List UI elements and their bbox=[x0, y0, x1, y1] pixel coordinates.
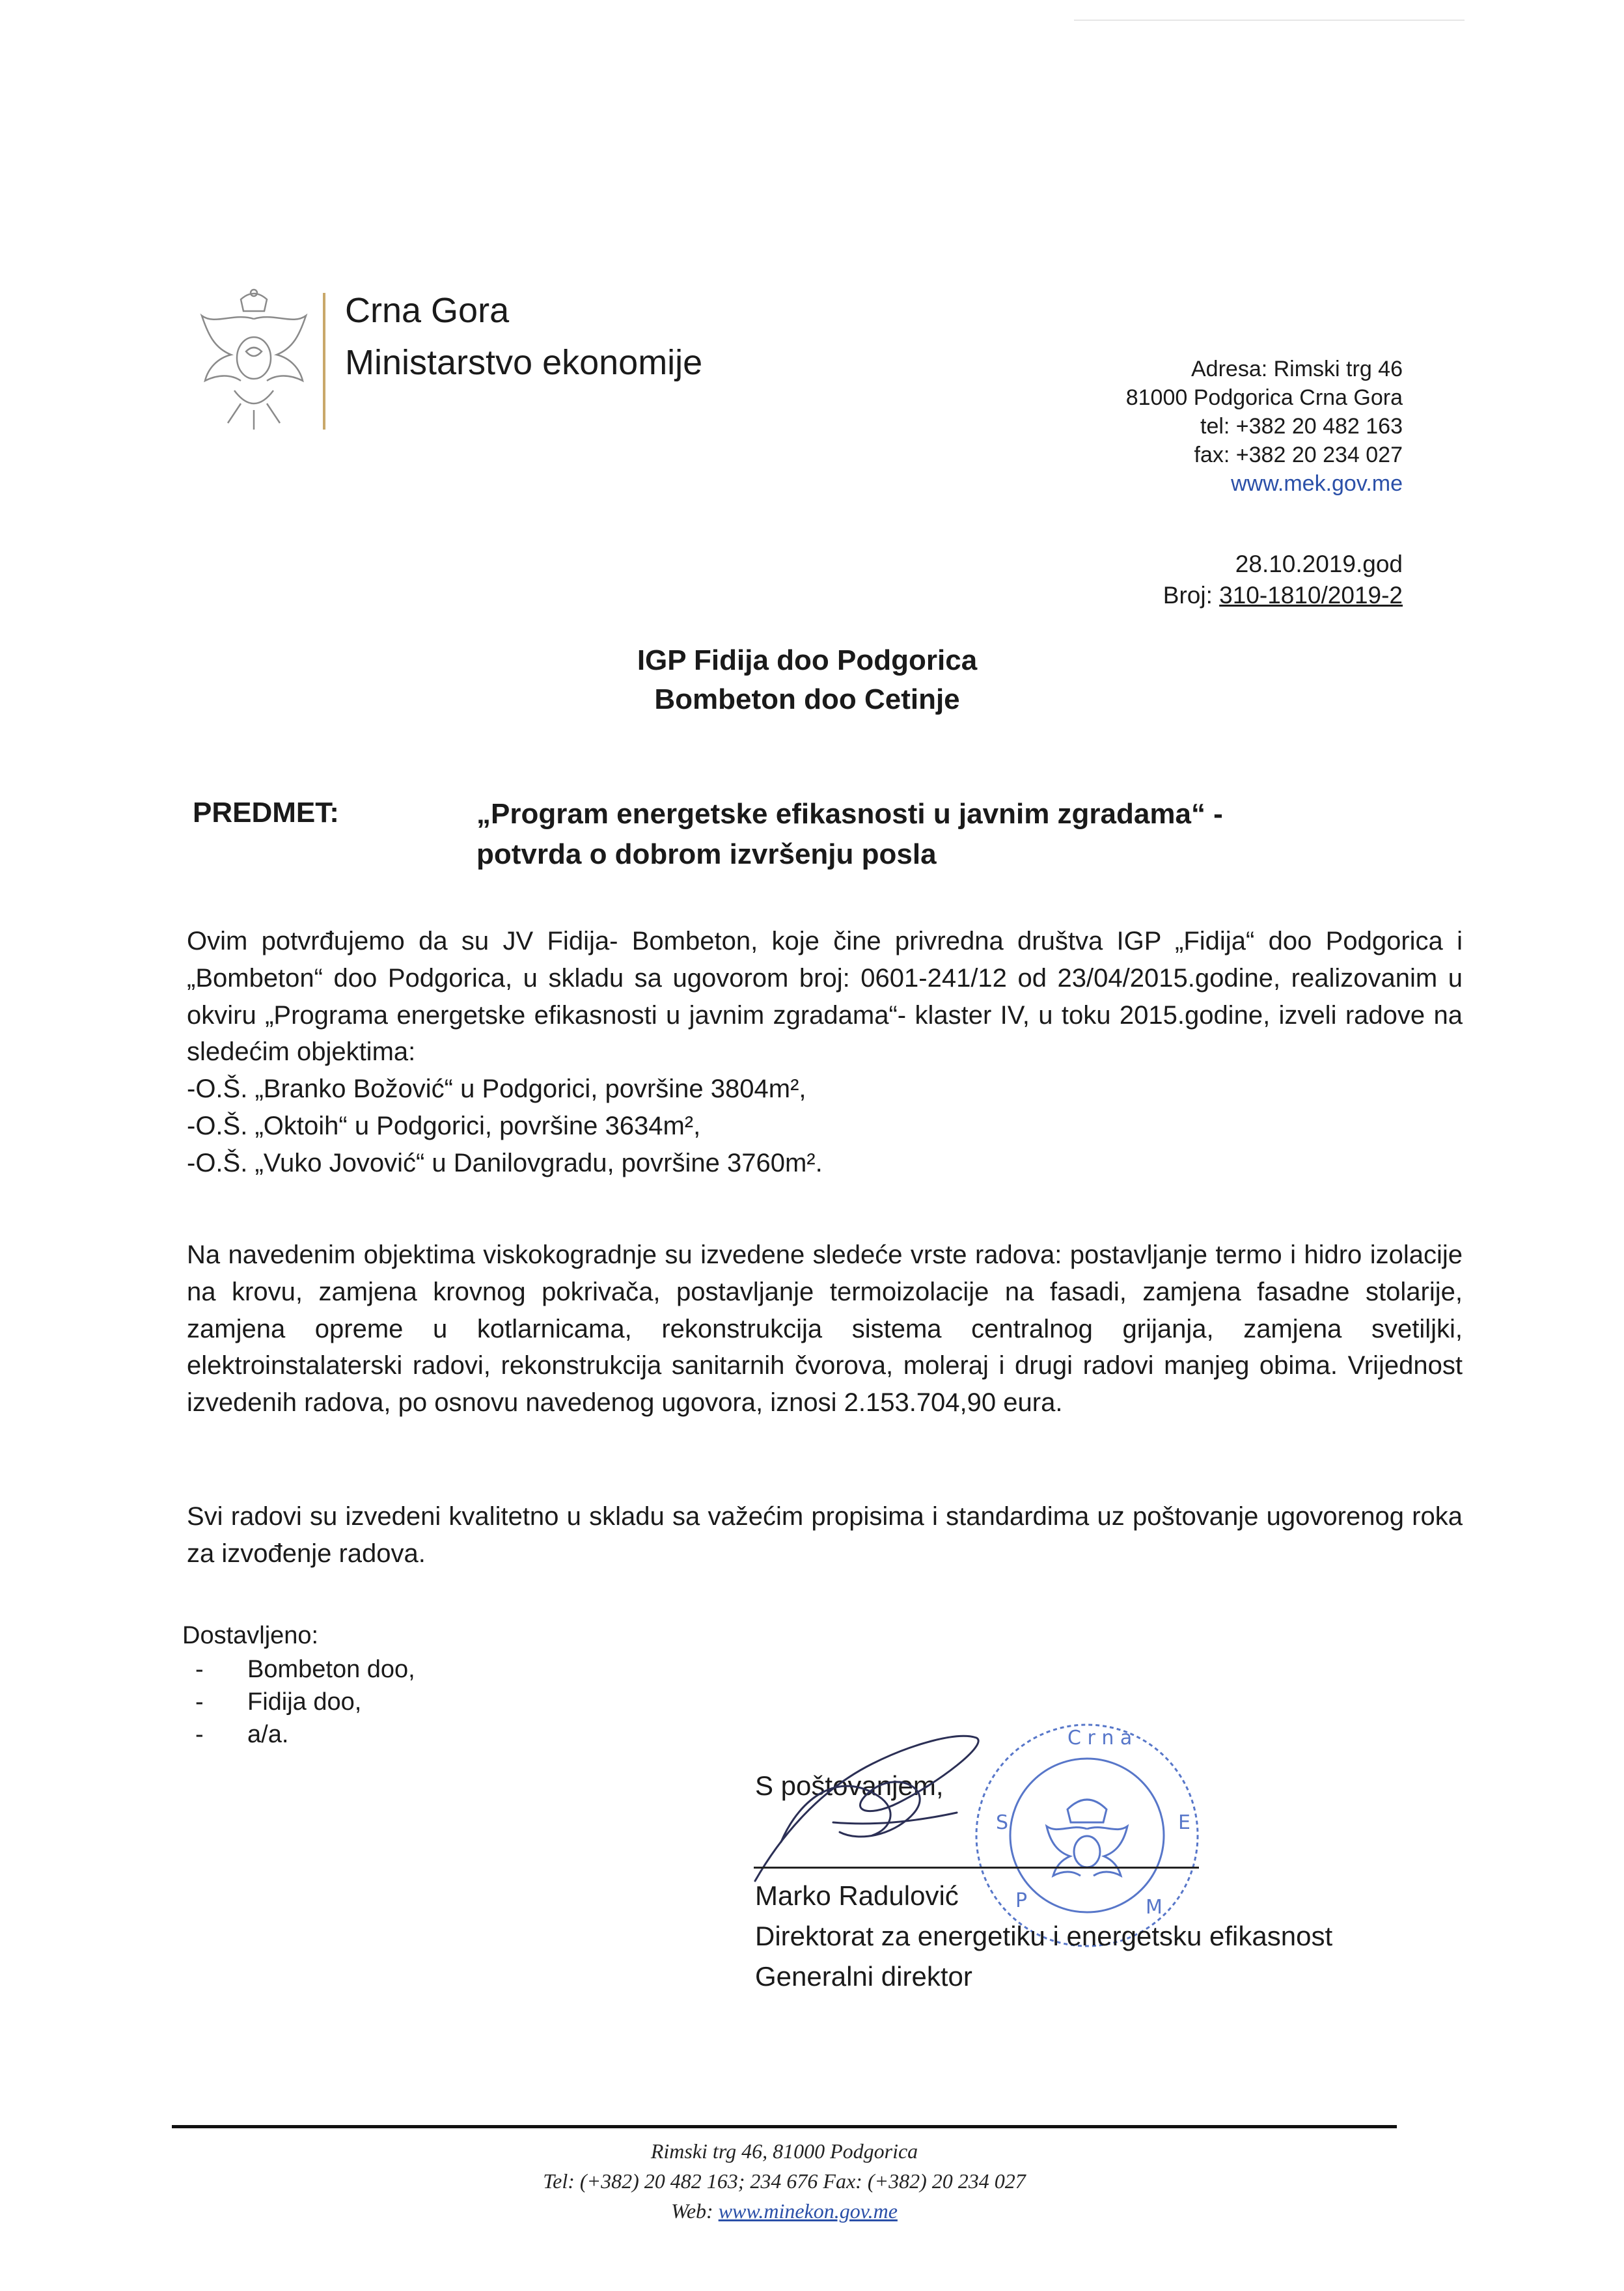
recipient-2: Bombeton doo Cetinje bbox=[654, 683, 960, 715]
handwritten-signature bbox=[742, 1692, 989, 1887]
subject-line-2: potvrda o dobrom izvršenju posla bbox=[476, 838, 937, 870]
recipients-block bbox=[566, 641, 1048, 719]
salutation: S poštovanjem, bbox=[755, 1770, 944, 1801]
tel-line: tel: +382 20 482 163 bbox=[1200, 414, 1403, 439]
header-divider bbox=[323, 293, 325, 430]
ministry-name: Ministarstvo ekonomije bbox=[345, 343, 703, 382]
website-link[interactable]: www.mek.gov.me bbox=[1231, 471, 1403, 496]
subject-label: PREDMET: bbox=[193, 797, 339, 829]
paragraph-1 bbox=[187, 923, 1463, 1182]
svg-text:C r n a: C r n a bbox=[1067, 1727, 1133, 1749]
footer-address: Rimski trg 46, 81000 Podgorica bbox=[650, 2139, 918, 2163]
city-line: 81000 Podgorica Crna Gora bbox=[1125, 385, 1403, 410]
country-name: Crna Gora bbox=[345, 291, 510, 330]
scan-edge-line bbox=[1074, 20, 1465, 21]
signer-department: Direktorat za energetiku i energetsku efikasnost bbox=[755, 1921, 1333, 1951]
footer-web-label: Web: bbox=[671, 2199, 719, 2223]
footer-phones: Tel: (+382) 20 482 163; 234 676 Fax: (+382) 20 234 027 bbox=[543, 2169, 1026, 2193]
date-reference-block bbox=[1163, 549, 1403, 611]
delivery-item: - Bombeton doo, bbox=[195, 1656, 415, 1683]
svg-text:M: M bbox=[1146, 1896, 1163, 1919]
svg-text:E: E bbox=[1178, 1811, 1190, 1834]
coat-of-arms-icon bbox=[195, 286, 312, 436]
signer-name: Marko Radulović bbox=[755, 1880, 959, 1911]
delivery-label: Dostavljeno: bbox=[182, 1622, 319, 1649]
signer-title: Generalni direktor bbox=[755, 1961, 972, 1992]
footer-web-line bbox=[172, 2196, 1397, 2226]
address-line: Adresa: Rimski trg 46 bbox=[1191, 357, 1403, 381]
subject-text bbox=[476, 794, 1388, 875]
delivery-list bbox=[195, 1653, 415, 1751]
document-date: 28.10.2019.god bbox=[1235, 551, 1403, 577]
object-item-1: -O.Š. „Branko Božović“ u Podgorici, površine 3804m², bbox=[187, 1075, 806, 1104]
delivery-item: - a/a. bbox=[195, 1721, 289, 1748]
footer-web-link[interactable]: www.minekon.gov.me bbox=[718, 2199, 898, 2223]
paragraph-3: Svi radovi su izvedeni kvalitetno u skladu sa važećim propisima i standardima uz poštovanje ugovorenog roka za izvođenje radova. bbox=[187, 1502, 1463, 1568]
object-item-3: -O.Š. „Vuko Jovović“ u Danilovgradu, površine 3760m². bbox=[187, 1148, 823, 1177]
recipient-1: IGP Fidija doo Podgorica bbox=[637, 644, 978, 676]
signer-block bbox=[755, 1876, 1332, 1997]
footer bbox=[172, 2136, 1397, 2226]
svg-text:S: S bbox=[996, 1811, 1009, 1834]
contact-block bbox=[1126, 355, 1403, 498]
number-label: Broj: bbox=[1163, 582, 1220, 609]
svg-text:P: P bbox=[1015, 1889, 1028, 1912]
footer-rule bbox=[172, 2125, 1397, 2128]
paragraph-2: Na navedenim objektima viskokogradnje su izvedene sledeće vrste radova: postavljanje termo i hidro izolacije na krovu, zamjena krovnog pokrivača, postavljanje termoizolacije na fasadi, zamjena fasadne stolarije, zamjena opreme u kotlarnicama, rekonstrukcija sistema centralnog grijanja, zamjena svetiljki, elektroinstalaterski radovi, rekonstrukcija sanitarnih čvorova, moleraj i drugi radovi manjeg obima. Vrijednost izvedenih radova, po osnovu navedenog ugovora, iznosi 2.153.704,90 eura. bbox=[187, 1241, 1463, 1418]
fax-line: fax: +382 20 234 027 bbox=[1194, 443, 1403, 467]
paragraph-1-text: Ovim potvrđujemo da su JV Fidija- Bombeton, koje čine privredna društva IGP „Fidija“ doo Podgorica i „Bombeton“ doo Podgorica, u skladu sa ugovorom broj: 0601-241/12 od 23/04/2015.godine, realizovanim u okviru „Programa energetske efikasnosti u javnim zgradama“- klaster IV, u toku 2015.godine, izveli radove na sledećim objektima: bbox=[187, 927, 1463, 1067]
number-value: 310-1810/2019-2 bbox=[1219, 582, 1403, 609]
delivery-item: - Fidija doo, bbox=[195, 1688, 362, 1716]
object-item-2: -O.Š. „Oktoih“ u Podgorici, površine 3634m², bbox=[187, 1111, 701, 1140]
document-number bbox=[1163, 580, 1403, 611]
signature-line bbox=[754, 1867, 1199, 1869]
subject-line-1: „Program energetske efikasnosti u javnim zgradama“ - bbox=[476, 798, 1223, 830]
